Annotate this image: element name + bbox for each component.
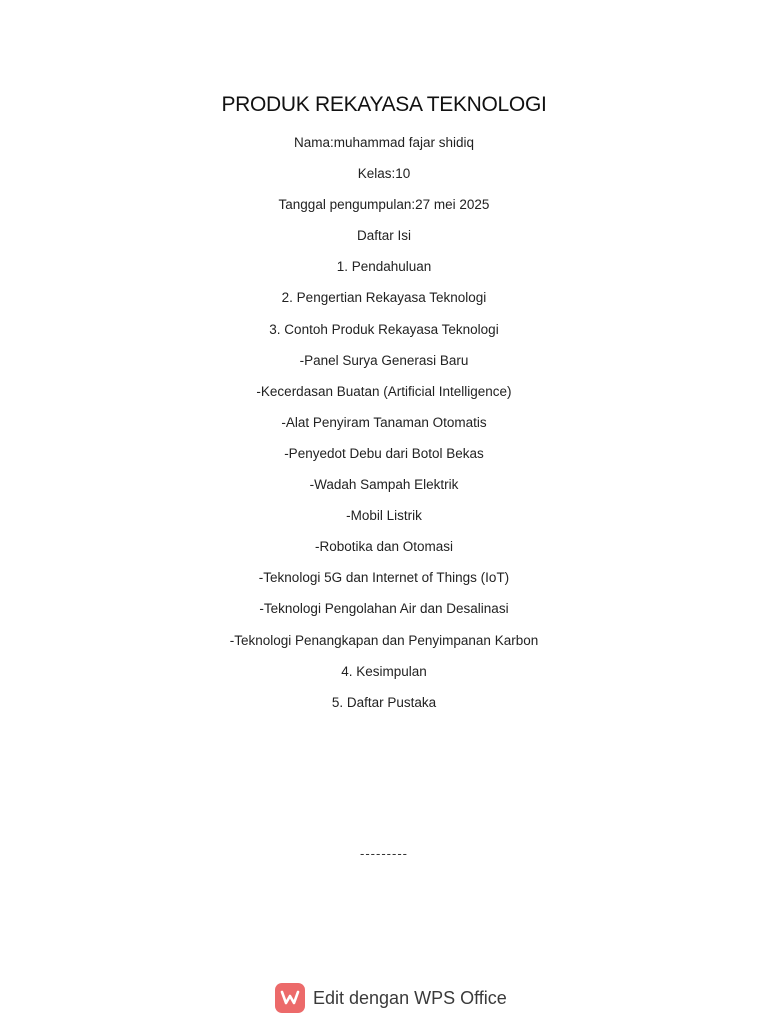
line-class: Kelas:10: [357, 166, 411, 182]
toc-subitem: -Wadah Sampah Elektrik: [309, 477, 459, 493]
line-date: Tanggal pengumpulan:27 mei 2025: [278, 197, 490, 213]
page-divider: ---------: [360, 846, 408, 861]
toc-subitem: -Panel Surya Generasi Baru: [299, 352, 469, 368]
wps-badge-label: Edit dengan WPS Office: [313, 987, 507, 1008]
toc-item: 1. Pendahuluan: [336, 259, 432, 275]
toc-subitem: -Teknologi Pengolahan Air dan Desalinasi: [259, 601, 509, 617]
toc-subitem: -Kecerdasan Buatan (Artificial Intelligence): [256, 383, 512, 399]
toc-subitem: -Alat Penyiram Tanaman Otomatis: [281, 414, 487, 430]
toc-subitem: -Teknologi 5G dan Internet of Things (IoT): [258, 570, 510, 586]
document-body: [0, 131, 768, 722]
edit-with-wps-button[interactable]: [275, 982, 507, 1014]
toc-subitem: -Teknologi Penangkapan dan Penyimpanan Karbon: [229, 632, 539, 648]
document-title: PRODUK REKAYASA TEKNOLOGI: [221, 93, 547, 116]
toc-item: 2. Pengertian Rekayasa Teknologi: [281, 290, 487, 306]
toc-item: 5. Daftar Pustaka: [331, 694, 437, 710]
toc-subitem: -Penyedot Debu dari Botol Bekas: [284, 445, 484, 461]
toc-item: 3. Contoh Produk Rekayasa Teknologi: [269, 321, 499, 337]
toc-item: 4. Kesimpulan: [341, 663, 427, 679]
toc-subitem: -Robotika dan Otomasi: [314, 539, 454, 555]
toc-subitem: -Mobil Listrik: [346, 508, 422, 524]
wps-logo-icon: [275, 983, 305, 1013]
line-name: Nama:muhammad fajar shidiq: [293, 135, 475, 150]
toc-heading: Daftar Isi: [356, 228, 411, 244]
